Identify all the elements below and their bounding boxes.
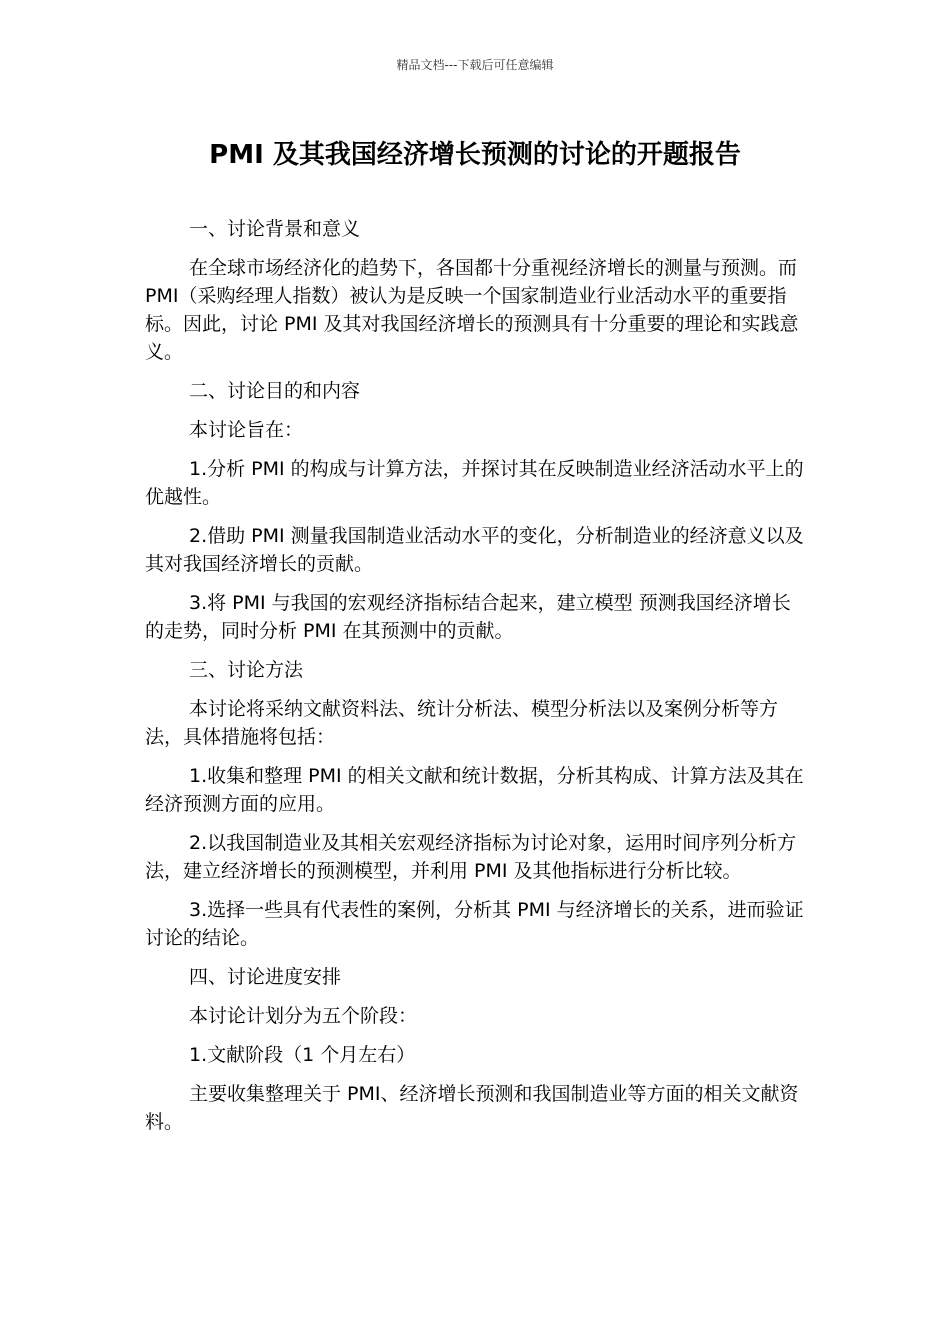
list-item-stage-1: 1.文献阶段（1 个月左右） [189,1044,416,1066]
paragraph-objectives-intro: 本讨论旨在： [189,419,304,441]
paragraph-background: 在全球市场经济化的趋势下，各国都十分重视经济增长的测量与预测。而 PMI（采购经理人指数）被认为是反映一个国家制造业行业活动水平的重要指标。因此，讨论 PMI 及其对我国经济增长的预测具有十分重要的理论和实践意义。 [145,257,799,363]
list-item-objective-1: 1.分析 PMI 的构成与计算方法，并探讨其在反映制造业经济活动水平上的优越性。 [145,458,804,508]
paragraph-stage-1-detail: 主要收集整理关于 PMI、经济增长预测和我国制造业等方面的相关文献资料。 [145,1083,799,1133]
list-item-objective-2: 2.借助 PMI 测量我国制造业活动水平的变化，分析制造业的经济意义以及其对我国经济增长的贡献。 [145,525,804,575]
list-item-method-3: 3.选择一些具有代表性的案例，分析其 PMI 与经济增长的关系，进而验证讨论的结论。 [145,899,804,949]
section-heading-methods: 三、讨论方法 [189,659,304,681]
section-heading-objectives: 二、讨论目的和内容 [189,380,361,402]
header-note: 精品文档---下载后可任意编辑 [396,58,554,72]
list-item-objective-3: 3.将 PMI 与我国的宏观经济指标结合起来，建立模型 预测我国经济增长的走势，同时分析 PMI 在其预测中的贡献。 [145,592,791,642]
list-item-method-1: 1.收集和整理 PMI 的相关文献和统计数据，分析其构成、计算方法及其在经济预测方面的应用。 [145,765,804,815]
section-heading-schedule: 四、讨论进度安排 [189,966,342,988]
list-item-method-2: 2.以我国制造业及其相关宏观经济指标为讨论对象，运用时间序列分析方法，建立经济增长的预测模型，并利用 PMI 及其他指标进行分析比较。 [145,832,797,882]
section-heading-background: 一、讨论背景和意义 [189,218,361,240]
paragraph-schedule-intro: 本讨论计划分为五个阶段： [189,1005,418,1027]
document-title: PMI 及其我国经济增长预测的讨论的开题报告 [209,140,741,170]
paragraph-methods-intro: 本讨论将采纳文献资料法、统计分析法、模型分析法以及案例分析等方法，具体措施将包括： [145,698,779,748]
document-body [145,215,805,1147]
